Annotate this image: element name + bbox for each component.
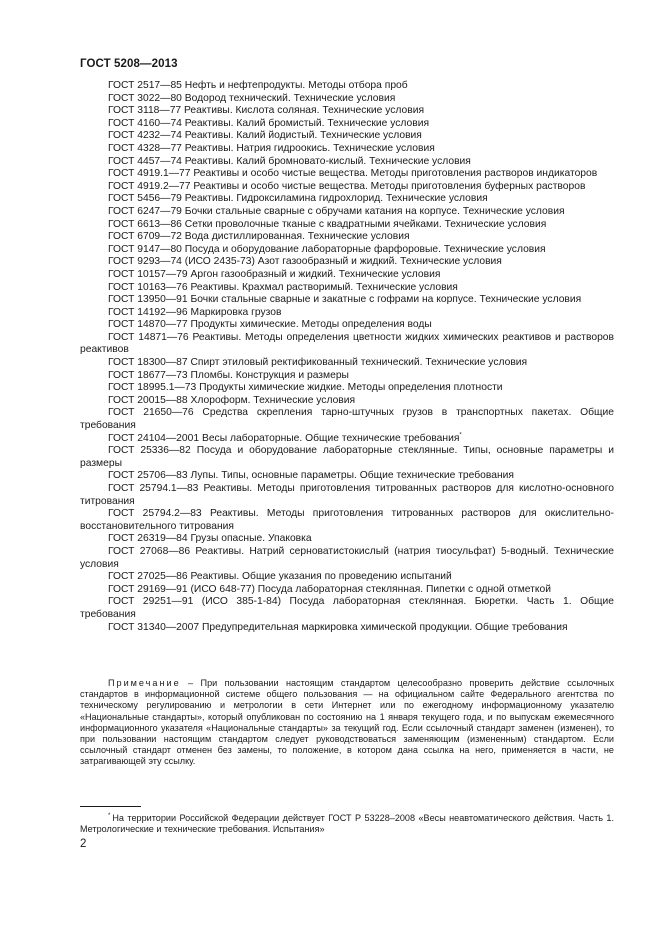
reference-text: ГОСТ 9147—80 Посуда и оборудование лабораторные фарфоровые. Технические условия bbox=[108, 243, 546, 255]
reference-item bbox=[80, 256, 614, 269]
reference-text: ГОСТ 2517—85 Нефть и нефтепродукты. Методы отбора проб bbox=[108, 80, 408, 91]
reference-text: ГОСТ 29169—91 (ИСО 648-77) Посуда лабораторная стеклянная. Пипетки с одной отметкой bbox=[108, 583, 551, 595]
reference-item bbox=[80, 219, 614, 232]
reference-item bbox=[80, 282, 614, 295]
reference-text: ГОСТ 27025—86 Реактивы. Общие указания по проведению испытаний bbox=[108, 571, 452, 583]
reference-item bbox=[80, 319, 614, 332]
reference-text: ГОСТ 6613—86 Сетки проволочные тканые с квадратными ячейками. Технические условия bbox=[108, 218, 547, 230]
reference-item bbox=[80, 269, 614, 282]
reference-item bbox=[80, 105, 614, 118]
reference-text: ГОСТ 13950—91 Бочки стальные сварные и закатные с гофрами на корпусе. Технические условия bbox=[108, 294, 582, 306]
reference-text: ГОСТ 25706—83 Лупы. Типы, основные параметры. Общие технические требования bbox=[108, 470, 514, 482]
reference-text: ГОСТ 4232—74 Реактивы. Калий йодистый. Технические условия bbox=[108, 130, 422, 142]
reference-text: ГОСТ 18995.1—73 Продукты химические жидкие. Методы определения плотности bbox=[108, 382, 503, 394]
reference-item bbox=[80, 584, 614, 597]
reference-item bbox=[80, 596, 614, 621]
reference-item bbox=[80, 382, 614, 395]
reference-item bbox=[80, 307, 614, 320]
reference-text: ГОСТ 18300—87 Спирт этиловый ректификованный технический. Технические условия bbox=[108, 357, 528, 369]
reference-text: ГОСТ 24104—2001 Весы лабораторные. Общие технические требования bbox=[108, 432, 460, 444]
reference-text: ГОСТ 21650—76 Средства скрепления тарно-штучных грузов в транспортных пакетах. Общие требования bbox=[80, 407, 614, 432]
reference-text: ГОСТ 18677—73 Пломбы. Конструкция и размеры bbox=[108, 369, 349, 381]
reference-item bbox=[80, 433, 614, 446]
reference-item bbox=[80, 294, 614, 307]
reference-item bbox=[80, 231, 614, 244]
note-text: – При пользовании настоящим стандартом целесообразно проверить действие ссылочных стандартов в информационной системе общего пользования — на официальном сайте Федерального агентства по техническому регулированию и метрологии в сети Интернет или по ежегодному информационному указателю «Национальные стандарты», который опубликован по состоянию на 1 января текущего года, и по выпускам ежемесячного информационного указателя «Национальные стандарты» за текущий год. Если ссылочный стандарт заменен (изменен), то при пользовании настоящим стандартом следует руководствоваться заменяющим (измененным) стандартом. Если ссылочный стандарт отменен без замены, то положение, в котором дана ссылка на него, применяется в части, не затрагивающей эту ссылку. bbox=[80, 678, 614, 767]
reference-item bbox=[80, 395, 614, 408]
normative-references-list bbox=[80, 80, 614, 634]
reference-item bbox=[80, 118, 614, 131]
footnote-separator bbox=[80, 806, 141, 807]
reference-item bbox=[80, 156, 614, 169]
reference-text: ГОСТ 3118—77 Реактивы. Кислота соляная. Технические условия bbox=[108, 105, 425, 117]
reference-item bbox=[80, 546, 614, 571]
reference-item bbox=[80, 622, 614, 635]
reference-item bbox=[80, 244, 614, 257]
note-paragraph bbox=[80, 678, 614, 768]
reference-text: ГОСТ 4919.2—77 Реактивы и особо чистые вещества. Методы приготовления буферных растворов bbox=[108, 180, 586, 192]
reference-text: ГОСТ 4457—74 Реактивы. Калий бромновато-кислый. Технические условия bbox=[108, 155, 471, 167]
reference-item bbox=[80, 357, 614, 370]
footnote bbox=[80, 813, 614, 836]
reference-text: ГОСТ 31340—2007 Предупредительная маркировка химической продукции. Общие требования bbox=[108, 621, 568, 633]
reference-item bbox=[80, 508, 614, 533]
reference-item bbox=[80, 445, 614, 470]
reference-text: ГОСТ 14871—76 Реактивы. Методы определения цветности жидких химических реактивов и растворов реактивов bbox=[80, 331, 614, 356]
reference-text: ГОСТ 20015—88 Хлороформ. Технические условия bbox=[108, 394, 356, 406]
reference-item bbox=[80, 193, 614, 206]
reference-item bbox=[80, 370, 614, 383]
reference-text: ГОСТ 10157—79 Аргон газообразный и жидкий. Технические условия bbox=[108, 268, 441, 280]
reference-text: ГОСТ 4160—74 Реактивы. Калий бромистый. Технические условия bbox=[108, 117, 430, 129]
reference-text: ГОСТ 29251—91 (ИСО 385-1-84) Посуда лабораторная стеклянная. Бюретки. Часть 1. Общие требования bbox=[80, 596, 614, 620]
reference-item bbox=[80, 168, 614, 181]
reference-item bbox=[80, 93, 614, 106]
reference-text: ГОСТ 27068—86 Реактивы. Натрий серноватистокислый (натрия тиосульфат) 5-водный. Технические условия bbox=[80, 545, 614, 570]
reference-text: ГОСТ 25794.2—83 Реактивы. Методы приготовления титрованных растворов для окислительно-восстановительного титрования bbox=[80, 508, 614, 532]
reference-text: ГОСТ 6709—72 Вода дистиллированная. Технические условия bbox=[108, 231, 410, 243]
reference-item bbox=[80, 130, 614, 143]
reference-item bbox=[80, 332, 614, 357]
reference-item bbox=[80, 571, 614, 584]
document-header: ГОСТ 5208—2013 bbox=[80, 58, 178, 70]
reference-text: ГОСТ 6247—79 Бочки стальные сварные с обручами катания на корпусе. Технические условия bbox=[108, 205, 565, 217]
reference-text: ГОСТ 26319—84 Грузы опасные. Упаковка bbox=[108, 533, 312, 545]
reference-item bbox=[80, 483, 614, 508]
reference-item bbox=[80, 407, 614, 432]
reference-text: ГОСТ 10163—76 Реактивы. Крахмал растворимый. Технические условия bbox=[108, 281, 458, 293]
reference-item bbox=[80, 533, 614, 546]
reference-text: ГОСТ 25794.1—83 Реактивы. Методы приготовления титрованных растворов для кислотно-основного титрования bbox=[80, 483, 614, 507]
note-label: Примечание bbox=[108, 678, 181, 688]
reference-text: ГОСТ 14192—96 Маркировка грузов bbox=[108, 306, 282, 318]
reference-footnote-marker: * bbox=[459, 432, 462, 439]
footnote-text: На территории Российской Федерации действует ГОСТ Р 53228–2008 «Весы неавтоматического действия. Часть 1. Метрологические и технические требования. Испытания» bbox=[80, 813, 614, 835]
reference-item bbox=[80, 143, 614, 156]
reference-text: ГОСТ 9293—74 (ИСО 2435-73) Азот газообразный и жидкий. Технические условия bbox=[108, 256, 502, 268]
reference-text: ГОСТ 5456—79 Реактивы. Гидроксиламина гидрохлорид. Технические условия bbox=[108, 193, 488, 205]
reference-item bbox=[80, 206, 614, 219]
reference-text: ГОСТ 4328—77 Реактивы. Натрия гидроокись. Технические условия bbox=[108, 142, 435, 154]
reference-text: ГОСТ 4919.1—77 Реактивы и особо чистые вещества. Методы приготовления растворов индикаторов bbox=[108, 168, 598, 180]
reference-item bbox=[80, 80, 614, 93]
footnote-marker: * bbox=[108, 812, 111, 819]
reference-item bbox=[80, 181, 614, 194]
reference-text: ГОСТ 14870—77 Продукты химические. Методы определения воды bbox=[108, 319, 432, 331]
page-number: 2 bbox=[80, 838, 87, 850]
reference-item bbox=[80, 470, 614, 483]
reference-text: ГОСТ 25336—82 Посуда и оборудование лабораторные стеклянные. Типы, основные параметры и размеры bbox=[80, 445, 614, 469]
reference-text: ГОСТ 3022—80 Водород технический. Технические условия bbox=[108, 92, 396, 104]
